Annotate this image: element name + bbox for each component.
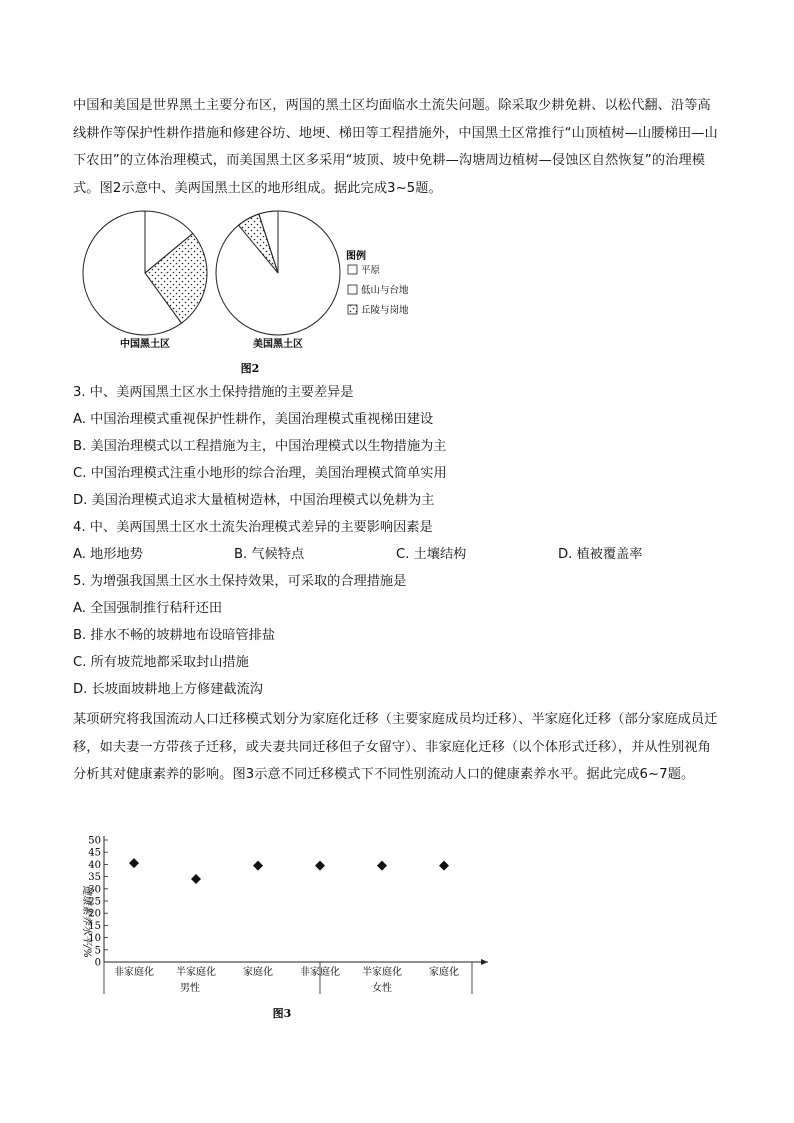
intro-paragraph-1: 中国和美国是世界黑土主要分布区，两国的黑土区均面临水土流失问题。除采取少耕免耕、以松代翻、沿等高线耕作等保护性耕作措施和修建谷坊、地埂、梯田等工程措施外，中国黑土区常推行“山顶植树—山腰梯田—山下农田”的立体治理模式，而美国黑土区多采用“坡顶、坡中免耕—沟塘周边植树—侵蚀区自然恢复”的治理模式。图2示意中、美两国黑土区的地形组成。据此完成3~5题。 bbox=[73, 98, 718, 196]
q4-stem: 4. 中、美两国黑土区水土流失治理模式差异的主要影响因素是 bbox=[73, 520, 433, 535]
fig3-y-tick-label: 50 bbox=[88, 835, 101, 847]
legend-item-plain: 平原 bbox=[361, 265, 381, 276]
fig3-point bbox=[439, 861, 449, 871]
legend-swatch-plain bbox=[348, 265, 357, 274]
intro-paragraph-2: 某项研究将我国流动人口迁移模式划分为家庭化迁移（主要家庭成员均迁移）、半家庭化迁移（部分家庭成员迁移，如夫妻一方带孩子迁移，或夫妻共同迁移但子女留守）、非家庭化迁移（以个体形式迁移），并从性别视角分析其对健康素养的影响。图3示意不同迁移模式下不同性别流动人口的健康素养水平。据此完成6~7题。 bbox=[73, 712, 718, 782]
fig3-y-tick-label: 40 bbox=[88, 859, 101, 871]
fig3-y-tick-label: 15 bbox=[88, 920, 101, 932]
legend-item-hills: 丘陵与岗地 bbox=[361, 305, 409, 316]
fig3-y-tick-label: 20 bbox=[88, 908, 101, 920]
legend-title: 图例 bbox=[346, 251, 366, 262]
fig3-group-female: 女性 bbox=[372, 983, 392, 994]
fig3-x-tick-label: 非家庭化 bbox=[300, 967, 340, 978]
q3-stem: 3. 中、美两国黑土区水土保持措施的主要差异是 bbox=[73, 385, 354, 400]
fig3-x-tick-label: 家庭化 bbox=[243, 967, 273, 978]
q4-option-c[interactable]: C. 土壤结构 bbox=[396, 547, 467, 562]
fig3-group-male: 男性 bbox=[180, 983, 200, 994]
fig3-point bbox=[129, 858, 139, 868]
q3-option-c[interactable]: C. 中国治理模式注重小地形的综合治理，美国治理模式简单实用 bbox=[73, 466, 447, 481]
fig3-y-tick-label: 5 bbox=[94, 945, 101, 957]
fig3-y-tick-label: 0 bbox=[94, 957, 101, 969]
fig3-point bbox=[315, 861, 325, 871]
fig3-y-tick-label: 10 bbox=[88, 933, 101, 945]
q4-option-d[interactable]: D. 植被覆盖率 bbox=[558, 547, 643, 562]
legend-swatch-lowmtn bbox=[348, 285, 357, 294]
legend-swatch-hills bbox=[348, 305, 357, 314]
fig3-x-tick-label: 半家庭化 bbox=[176, 967, 216, 978]
fig3-y-tick-label: 35 bbox=[88, 872, 101, 884]
fig3-y-tick-label: 45 bbox=[88, 847, 101, 859]
fig3-x-tick-label: 半家庭化 bbox=[362, 967, 402, 978]
q4-options bbox=[73, 545, 723, 565]
figure-3-chart bbox=[70, 825, 500, 1030]
china-pie bbox=[83, 211, 207, 335]
usa-pie-label: 美国黑土区 bbox=[253, 339, 303, 350]
q5-option-d[interactable]: D. 长坡面坡耕地上方修建截流沟 bbox=[73, 682, 263, 697]
fig3-x-arrow bbox=[481, 959, 488, 965]
figure-2-pies bbox=[70, 205, 430, 380]
q5-stem: 5. 为增强我国黑土区水土保持效果，可采取的合理措施是 bbox=[73, 574, 407, 589]
figure-3-caption: 图3 bbox=[272, 1007, 292, 1020]
q3-option-b[interactable]: B. 美国治理模式以工程措施为主，中国治理模式以生物措施为主 bbox=[73, 439, 447, 454]
q3-option-d[interactable]: D. 美国治理模式追求大量植树造林，中国治理模式以免耕为主 bbox=[73, 493, 435, 508]
fig3-x-tick-label: 非家庭化 bbox=[114, 967, 154, 978]
q5-option-b[interactable]: B. 排水不畅的坡耕地布设暗管排盐 bbox=[73, 628, 276, 643]
fig3-ylabel: 健康素养水平/% bbox=[81, 885, 92, 958]
fig3-y-tick-label: 25 bbox=[88, 896, 101, 908]
fig3-x-tick-label: 家庭化 bbox=[429, 967, 459, 978]
china-pie-label: 中国黑土区 bbox=[120, 339, 170, 350]
figure-2-caption: 图2 bbox=[240, 362, 260, 375]
fig3-y-tick-label: 30 bbox=[88, 884, 101, 896]
fig3-point bbox=[191, 874, 201, 884]
q5-option-a[interactable]: A. 全国强制推行秸秆还田 bbox=[73, 601, 223, 616]
fig3-point bbox=[377, 861, 387, 871]
legend-item-lowmtn: 低山与台地 bbox=[361, 285, 409, 296]
usa-pie bbox=[216, 211, 340, 335]
q4-option-a[interactable]: A. 地形地势 bbox=[73, 547, 143, 562]
q4-option-b[interactable]: B. 气候特点 bbox=[234, 547, 305, 562]
q5-option-c[interactable]: C. 所有坡荒地都采取封山措施 bbox=[73, 655, 249, 670]
fig3-point bbox=[253, 861, 263, 871]
q3-option-a[interactable]: A. 中国治理模式重视保护性耕作，美国治理模式重视梯田建设 bbox=[73, 412, 434, 427]
